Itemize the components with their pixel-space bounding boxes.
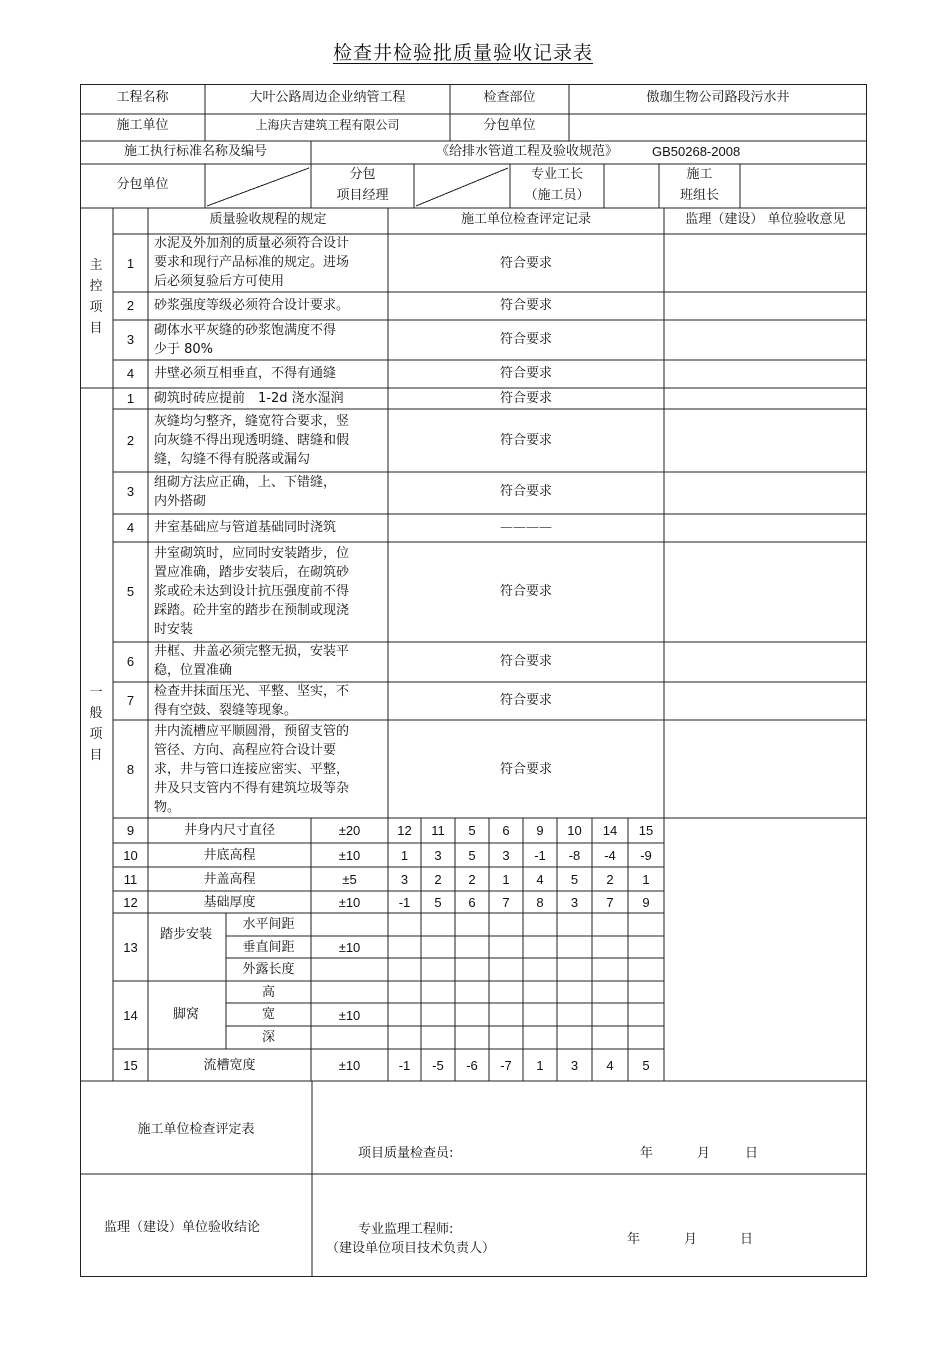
standard-label: 施工执行标准名称及编号 [123, 144, 267, 159]
date-year: 年 [640, 1146, 654, 1161]
gen-item-rule: 井内流槽应平顺圆滑，预留支管的管径、方向、高程应符合设计要求，井与管口连接应密实、平整，井及只支管内不得有建筑垃圾等杂物。 [154, 724, 350, 815]
measured-value: 9 [642, 894, 650, 910]
measured-item-no: 14 [123, 1007, 138, 1023]
measured-item-name: 流槽宽度 [203, 1057, 256, 1073]
measured-value: 2 [468, 871, 476, 887]
gen-item-result: 符合要求 [499, 762, 552, 777]
col-supervision-header: 监理（建设） 单位验收意见 [685, 212, 846, 227]
gen-item-result: 符合要求 [499, 433, 552, 448]
mc-item-no: 1 [126, 256, 135, 271]
measured-value: 1 [536, 1057, 544, 1073]
measured-value: 3 [502, 847, 510, 863]
gen-item-result: 符合要求 [499, 584, 552, 599]
gen-item-rule: 砌筑时砖应提前 1-2d 浇水湿润 [154, 391, 344, 406]
mc-item-result: 符合要求 [499, 298, 552, 313]
measured-value: -6 [466, 1057, 478, 1073]
engineer-label: 专业监理工程师: [358, 1222, 454, 1237]
gen-item-result: 符合要求 [499, 654, 552, 669]
measured-value: -4 [604, 847, 616, 863]
project-name-label: 工程名称 [116, 90, 169, 105]
measured-tolerance: ±5 [342, 871, 357, 887]
measured-value: 1 [642, 871, 650, 887]
gen-item-rule: 灰缝均匀整齐，缝宽符合要求，竖向灰缝不得出现透明缝、瞎缝和假缝，勾缝不得有脱落或漏勾 [154, 414, 350, 467]
measured-value: -7 [500, 1057, 512, 1073]
measured-value: -5 [432, 1057, 444, 1073]
sub-pm-label-1: 分包 [349, 167, 376, 182]
main-control-label: 主控项目 [89, 258, 103, 336]
measured-value: 1 [502, 871, 510, 887]
date-day: 日 [740, 1232, 754, 1247]
gen-item-no: 8 [126, 762, 135, 777]
measured-value: 3 [570, 894, 579, 910]
measured-value: 9 [536, 823, 544, 838]
measured-value: 5 [468, 823, 476, 838]
measured-value: 11 [431, 823, 445, 838]
mc-item-rule: 砌体水平灰缝的砂浆饱满度不得少于 80% [154, 323, 337, 357]
standard-code: GB50268-2008 [652, 144, 741, 159]
mc-item-rule: 砂浆强度等级必须符合设计要求。 [154, 298, 350, 313]
measured-item-no: 11 [123, 871, 138, 887]
mc-item-rule: 井壁必须互相垂直，不得有通缝 [154, 366, 337, 381]
measured-value: -1 [398, 894, 411, 910]
team-label-2: 班组长 [679, 188, 719, 203]
measured-sub-item: 深 [261, 1030, 275, 1045]
measured-item-name: 基础厚度 [203, 894, 256, 910]
measured-value: 15 [638, 823, 654, 838]
gen-item-rule: 井室基础应与管道基础同时浇筑 [154, 520, 337, 535]
measured-value: 2 [606, 871, 614, 887]
measured-value: -1 [534, 847, 546, 863]
project-name-value: 大叶公路周边企业纳管工程 [249, 90, 406, 105]
measured-value: 12 [397, 823, 412, 838]
gen-item-result: 符合要求 [499, 693, 552, 708]
gen-item-no: 1 [126, 391, 135, 406]
measured-value: 3 [400, 871, 409, 887]
subcontractor-label: 分包单位 [483, 118, 536, 133]
measured-value: 7 [502, 894, 510, 910]
col-rule-header: 质量验收规程的规定 [209, 212, 327, 227]
measured-sub-item: 高 [261, 984, 275, 1000]
mc-item-no: 2 [126, 298, 135, 313]
mc-item-no: 3 [126, 332, 135, 347]
measured-value: 3 [570, 1057, 579, 1073]
contractor-eval-label: 施工单位检查评定表 [137, 1122, 255, 1137]
measured-value: -1 [398, 1057, 411, 1073]
supervision-conclusion-label: 监理（建设）单位验收结论 [103, 1220, 260, 1235]
measured-value: 5 [642, 1057, 650, 1073]
measured-value: 7 [606, 894, 614, 910]
date-month: 月 [684, 1232, 698, 1247]
measured-item-name: 踏步安装 [159, 927, 212, 942]
measured-sub-item: 水平间距 [242, 917, 295, 932]
measured-value: 2 [434, 871, 442, 887]
measured-item-no: 12 [123, 894, 138, 910]
gen-item-no: 6 [126, 654, 135, 669]
contractor-label: 施工单位 [116, 118, 169, 133]
measured-value: 4 [536, 871, 544, 887]
measured-tolerance: ±10 [338, 939, 361, 955]
foreman-label-1: 专业工长 [530, 167, 583, 182]
date-month: 月 [697, 1146, 711, 1161]
page-title: 检查井检验批质量验收记录表 [332, 42, 593, 64]
measured-tolerance: ±10 [338, 847, 361, 863]
gen-item-rule: 检查井抹面压光、平整、坚实，不得有空鼓、裂缝等现象。 [154, 684, 350, 718]
measured-tolerance: ±10 [338, 894, 361, 910]
measured-item-name: 井底高程 [203, 847, 256, 863]
gen-item-rule: 组砌方法应正确，上、下错缝，内外搭砌 [154, 475, 337, 509]
engineer-label-sub: （建设单位项目技术负责人） [326, 1241, 496, 1256]
sub-pm-label-2: 项目经理 [336, 188, 389, 203]
mc-item-result: 符合要求 [499, 366, 552, 381]
sub-unit-label: 分包单位 [116, 177, 169, 192]
gen-item-no: 4 [126, 520, 135, 535]
measured-tolerance: ±10 [338, 1007, 361, 1023]
measured-value: 5 [434, 894, 442, 910]
gen-item-no: 3 [126, 484, 135, 499]
date-day: 日 [745, 1146, 759, 1161]
measured-sub-item: 外露长度 [242, 962, 295, 977]
team-label-1: 施工 [686, 167, 713, 182]
measured-value: -8 [568, 847, 581, 863]
measured-sub-item: 宽 [261, 1007, 275, 1022]
mc-item-result: 符合要求 [499, 256, 552, 271]
gen-item-result: ———— [500, 520, 552, 535]
mc-item-result: 符合要求 [499, 332, 552, 347]
date-year: 年 [627, 1232, 641, 1247]
qc-inspector-label: 项目质量检查员: [358, 1146, 454, 1161]
gen-item-no: 7 [126, 693, 135, 708]
measured-value: 10 [567, 823, 582, 838]
measured-item-no: 13 [123, 939, 138, 955]
measured-value: 6 [502, 823, 510, 838]
measured-tolerance: ±10 [338, 1057, 361, 1073]
standard-name: 《给排水管道工程及验收规范》 [436, 144, 619, 159]
measured-item-name: 脚窝 [172, 1007, 199, 1022]
inspection-record-sheet [80, 84, 867, 1277]
gen-item-result: 符合要求 [499, 391, 552, 406]
measured-value: 14 [602, 823, 618, 838]
measured-item-no: 9 [126, 823, 135, 838]
inspect-part-label: 检查部位 [483, 90, 536, 105]
gen-item-rule: 井框、井盖必须完整无损，安装平稳，位置准确 [154, 644, 350, 678]
general-items-label: 一般项目 [89, 685, 103, 763]
measured-item-no: 10 [123, 847, 138, 863]
measured-value: 5 [570, 871, 579, 887]
inspect-part-value: 傲珈生物公司路段污水井 [646, 90, 790, 105]
gen-item-no: 2 [126, 433, 135, 448]
measured-value: 8 [536, 894, 544, 910]
measured-value: 4 [606, 1057, 614, 1073]
measured-value: 5 [468, 847, 476, 863]
measured-value: 6 [468, 894, 476, 910]
mc-item-no: 4 [126, 366, 135, 381]
contractor-value: 上海庆吉建筑工程有限公司 [255, 118, 400, 132]
measured-value: -9 [640, 847, 652, 863]
gen-item-result: 符合要求 [499, 484, 552, 499]
gen-item-no: 5 [126, 584, 135, 599]
measured-item-name: 井身内尺寸直径 [183, 823, 275, 838]
measured-tolerance: ±20 [338, 823, 361, 838]
measured-item-no: 15 [123, 1057, 138, 1073]
foreman-label-2: （施工员） [524, 188, 590, 203]
measured-sub-item: 垂直间距 [242, 939, 295, 955]
gen-item-rule: 井室砌筑时，应同时安装踏步，位置应准确，踏步安装后，在砌筑砂浆或砼未达到设计抗压强度前不得踩踏。砼井室的踏步在预制或现浇时安装 [154, 546, 350, 637]
measured-value: 3 [434, 847, 442, 863]
measured-value: 1 [400, 847, 409, 863]
mc-item-rule: 水泥及外加剂的质量必须符合设计要求和现行产品标准的规定。进场后必须复验后方可使用 [154, 236, 350, 289]
measured-item-name: 井盖高程 [203, 871, 256, 887]
col-record-header: 施工单位检查评定记录 [460, 212, 591, 227]
